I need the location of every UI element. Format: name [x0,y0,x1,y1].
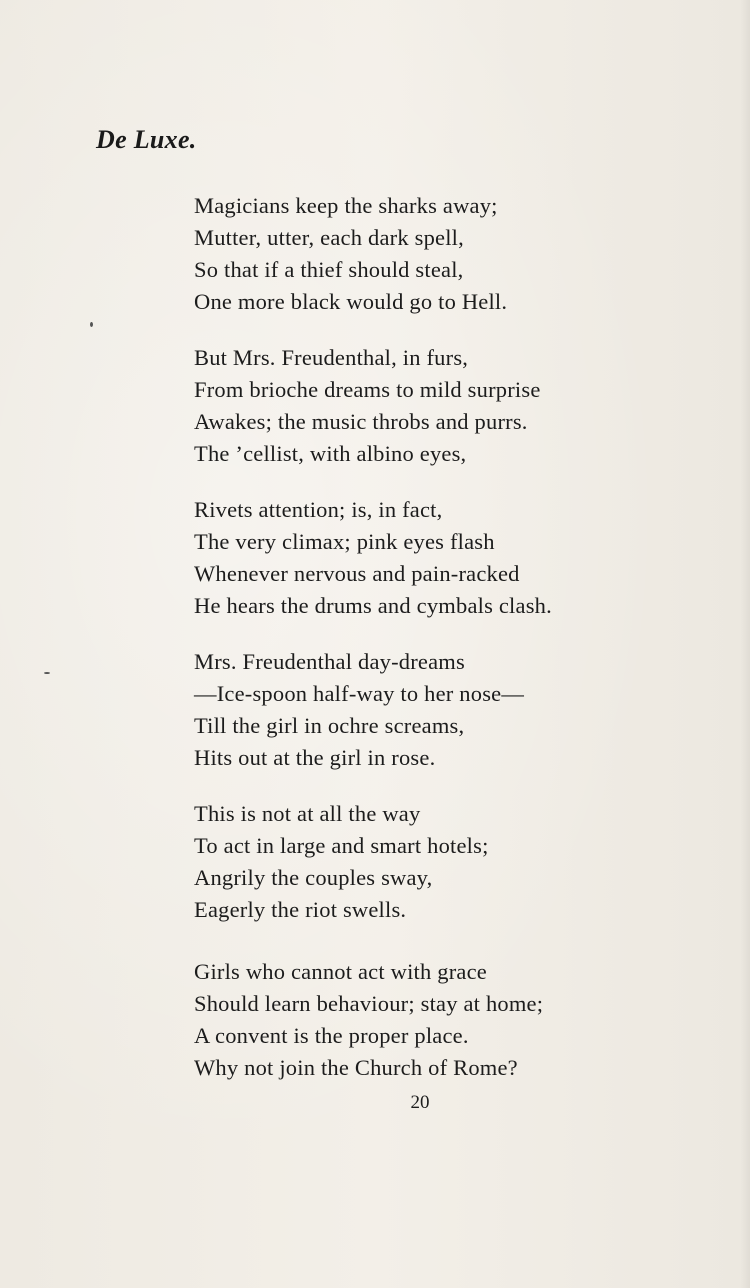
poem-line: From brioche dreams to mild surprise [194,377,541,402]
poem-line: Girls who cannot act with grace [194,959,487,984]
stanza-3 [194,494,694,622]
poem-line: He hears the drums and cymbals clash. [194,593,552,618]
stanza-2 [194,342,694,470]
poem-line: Why not join the Church of Rome? [194,1055,518,1080]
poem-line: The very climax; pink eyes flash [194,529,495,554]
page-number: 20 [410,1092,430,1113]
poem-body [194,190,694,1108]
poem-line: Magicians keep the sharks away; [194,193,498,218]
poem-line: But Mrs. Freudenthal, in furs, [194,345,469,370]
poem-line: Hits out at the girl in rose. [194,745,436,770]
stanza-6 [194,956,694,1084]
paper-speck [44,672,50,674]
paper-speck [90,322,93,327]
poem-line: Mutter, utter, each dark spell, [194,225,464,250]
stanza-4 [194,646,694,774]
poem-line: This is not at all the way [194,801,421,826]
stanza-1 [194,190,694,318]
stanza-5 [194,798,694,926]
poem-line: —Ice-spoon half-way to her nose— [194,681,525,706]
poem-line: Rivets attention; is, in fact, [194,497,443,522]
poem-line: Awakes; the music throbs and purrs. [194,409,528,434]
poem-line: Till the girl in ochre screams, [194,713,465,738]
poem-line: Should learn behaviour; stay at home; [194,991,544,1016]
poem-line: Eagerly the riot swells. [194,897,407,922]
poem-line: A convent is the proper place. [194,1023,469,1048]
poem-line: Angrily the couples sway, [194,865,433,890]
poem-line: To act in large and smart hotels; [194,833,489,858]
poem-line: Mrs. Freudenthal day-dreams [194,649,465,674]
poem-line: One more black would go to Hell. [194,289,508,314]
poem-title: De Luxe. [96,125,197,154]
poem-line: Whenever nervous and pain-racked [194,561,520,586]
poem-line: The ’cellist, with albino eyes, [194,441,467,466]
poem-line: So that if a thief should steal, [194,257,464,282]
